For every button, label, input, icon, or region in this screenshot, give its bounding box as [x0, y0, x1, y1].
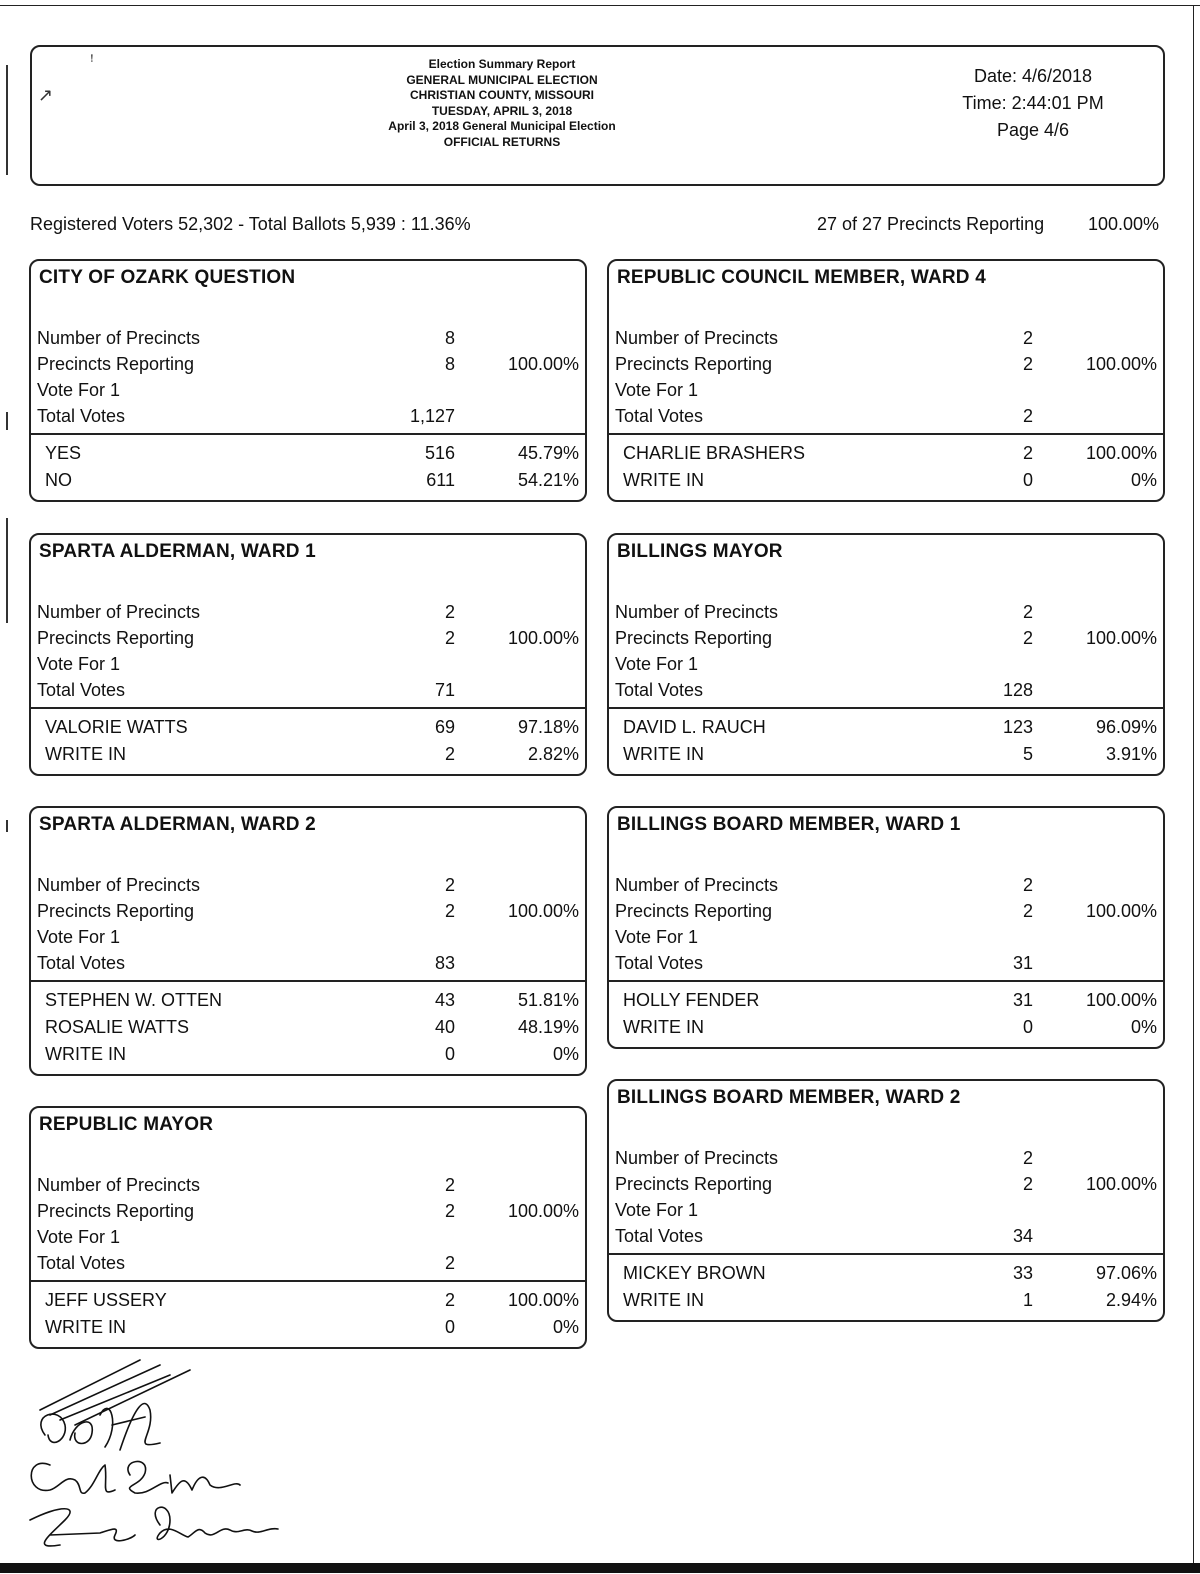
candidate-percent: 97.06%: [1095, 1263, 1157, 1283]
contest-billings-mayor: [607, 533, 1165, 776]
vote-for-row: [31, 651, 585, 677]
precinct-count: 8: [444, 328, 455, 348]
row-label: Vote For 1: [37, 654, 121, 674]
candidate-percent: 100.00%: [1085, 990, 1157, 1010]
candidate-percent: 48.19%: [517, 1017, 579, 1037]
number-of-precincts-row: [31, 1172, 585, 1198]
signatures: [20, 1355, 300, 1565]
contest-sparta-alderman-ward-1: [29, 533, 587, 776]
contest-title: REPUBLIC COUNCIL MEMBER, WARD 4: [617, 267, 986, 288]
row-label: Total Votes: [615, 680, 704, 700]
row-label: Precincts Reporting: [615, 628, 773, 648]
reporting-count: 2: [1022, 1174, 1033, 1194]
contest-title: BILLINGS MAYOR: [617, 541, 783, 562]
divider: [31, 707, 585, 709]
candidate-percent: 2.94%: [1105, 1290, 1157, 1310]
row-label: Vote For 1: [615, 654, 699, 674]
contest-republic-mayor: [29, 1106, 587, 1349]
row-label: Vote For 1: [37, 380, 121, 400]
precinct-count: 2: [444, 602, 455, 622]
total-votes-row: [31, 1250, 585, 1276]
divider: [609, 707, 1163, 709]
total-votes: 2: [444, 1253, 455, 1273]
row-label: Vote For 1: [37, 1227, 121, 1247]
total-votes: 2: [1022, 406, 1033, 426]
row-label: Number of Precincts: [37, 602, 201, 622]
contest-republic-council-member-ward-4: [607, 259, 1165, 502]
contest-title: SPARTA ALDERMAN, WARD 2: [39, 814, 316, 835]
margin-mark: [6, 412, 8, 430]
number-of-precincts-row: [31, 872, 585, 898]
candidate-name: ROSALIE WATTS: [45, 1017, 190, 1037]
page-number: Page 4/6: [996, 120, 1070, 140]
candidate-votes: 611: [426, 470, 455, 490]
candidate-row: [31, 741, 585, 768]
total-votes-row: [609, 950, 1163, 976]
row-label: Total Votes: [615, 1226, 704, 1246]
number-of-precincts-row: [609, 1145, 1163, 1171]
candidate-percent: 100.00%: [507, 1290, 579, 1310]
row-label: Vote For 1: [615, 927, 699, 947]
candidate-percent: 0%: [552, 1044, 579, 1064]
candidate-percent: 100.00%: [1085, 443, 1157, 463]
precincts-reporting-row: [609, 625, 1163, 651]
report-header: [30, 45, 1165, 186]
candidate-votes: 40: [434, 1017, 455, 1037]
vote-for-row: [609, 1197, 1163, 1223]
total-votes-row: [609, 403, 1163, 429]
report-date: Date: 4/6/2018: [973, 66, 1093, 86]
candidate-votes: 516: [424, 443, 455, 463]
number-of-precincts-row: [31, 599, 585, 625]
divider: [31, 980, 585, 982]
report-title-block: [332, 57, 672, 150]
precinct-count: 2: [1022, 328, 1033, 348]
report-meta: [913, 63, 1153, 144]
candidate-votes: 0: [1022, 470, 1033, 490]
candidate-list: [31, 440, 585, 500]
precincts-reporting-row: [609, 898, 1163, 924]
row-label: Precincts Reporting: [615, 354, 773, 374]
candidate-name: WRITE IN: [623, 1290, 704, 1310]
reporting-percent: 100.00%: [1085, 628, 1157, 648]
margin-mark: [6, 820, 8, 832]
margin-mark: [6, 65, 8, 175]
candidate-row: [609, 1014, 1163, 1041]
reporting-percent: 100.00%: [1085, 1174, 1157, 1194]
candidate-name: WRITE IN: [623, 1017, 704, 1037]
total-votes: 71: [434, 680, 455, 700]
reporting-percent: 100.00%: [507, 901, 579, 921]
candidate-name: WRITE IN: [45, 1044, 126, 1064]
reporting-count: 2: [1022, 901, 1033, 921]
divider: [609, 980, 1163, 982]
candidate-row: [609, 440, 1163, 467]
candidate-votes: 33: [1012, 1263, 1033, 1283]
row-label: Number of Precincts: [37, 1175, 201, 1195]
precinct-count: 2: [1022, 875, 1033, 895]
candidate-name: NO: [45, 470, 72, 490]
total-votes: 1,127: [409, 406, 455, 426]
vote-for-row: [31, 1224, 585, 1250]
candidate-row: [609, 467, 1163, 494]
candidate-votes: 1: [1022, 1290, 1033, 1310]
number-of-precincts-row: [609, 872, 1163, 898]
divider: [609, 1253, 1163, 1255]
divider: [31, 1280, 585, 1282]
precincts-reporting-row: [31, 351, 585, 377]
reporting-percent: 100.00%: [507, 354, 579, 374]
candidate-name: YES: [45, 443, 82, 463]
precincts-reporting-row: [31, 1198, 585, 1224]
contest-title: CITY OF OZARK QUESTION: [39, 267, 296, 288]
precinct-count: 2: [444, 1175, 455, 1195]
candidate-name: WRITE IN: [45, 744, 126, 764]
contest-title: BILLINGS BOARD MEMBER, WARD 2: [617, 1087, 961, 1108]
candidate-percent: 45.79%: [517, 443, 579, 463]
row-label: Vote For 1: [37, 927, 121, 947]
candidate-percent: 0%: [1130, 1017, 1157, 1037]
vote-for-row: [31, 924, 585, 950]
reporting-percent: 100.00%: [1085, 901, 1157, 921]
reporting-percent: 100.00%: [507, 628, 579, 648]
precincts-reporting-row: [609, 1171, 1163, 1197]
candidate-name: DAVID L. RAUCH: [623, 717, 766, 737]
contest-city-of-ozark-question: [29, 259, 587, 502]
candidate-row: [609, 987, 1163, 1014]
row-label: Precincts Reporting: [615, 901, 773, 921]
candidate-percent: 0%: [1130, 470, 1157, 490]
candidate-votes: 2: [444, 1290, 455, 1310]
row-label: Number of Precincts: [615, 875, 779, 895]
number-of-precincts-row: [609, 325, 1163, 351]
candidate-list: [31, 987, 585, 1074]
row-label: Total Votes: [37, 1253, 126, 1273]
candidate-votes: 43: [434, 990, 455, 1010]
contest-title: BILLINGS BOARD MEMBER, WARD 1: [617, 814, 961, 835]
candidate-votes: 69: [434, 717, 455, 737]
row-label: Precincts Reporting: [37, 628, 195, 648]
row-label: Number of Precincts: [615, 328, 779, 348]
candidate-votes: 31: [1012, 990, 1033, 1010]
candidate-votes: 2: [444, 744, 455, 764]
candidate-votes: 0: [444, 1317, 455, 1337]
candidate-row: [31, 1041, 585, 1068]
candidate-percent: 96.09%: [1095, 717, 1157, 737]
candidate-list: [609, 714, 1163, 774]
candidate-name: WRITE IN: [623, 744, 704, 764]
divider: [31, 433, 585, 435]
precinct-count: 2: [444, 875, 455, 895]
candidate-name: JEFF USSERY: [45, 1290, 167, 1310]
row-label: Total Votes: [37, 953, 126, 973]
total-votes: 31: [1012, 953, 1033, 973]
returns-status: OFFICIAL RETURNS: [443, 134, 561, 149]
page-top-border: [0, 5, 1200, 6]
row-label: Number of Precincts: [615, 1148, 779, 1168]
candidate-row: [31, 1014, 585, 1041]
candidate-row: [31, 440, 585, 467]
contest-title: REPUBLIC MAYOR: [39, 1114, 214, 1135]
candidate-list: [609, 1260, 1163, 1320]
row-label: Number of Precincts: [37, 328, 201, 348]
reporting-count: 2: [444, 901, 455, 921]
margin-mark: [6, 518, 8, 623]
vote-for-row: [609, 924, 1163, 950]
number-of-precincts-row: [609, 599, 1163, 625]
candidate-list: [31, 714, 585, 774]
row-label: Precincts Reporting: [37, 354, 195, 374]
candidate-votes: 2: [1022, 443, 1033, 463]
total-votes-row: [609, 677, 1163, 703]
election-description: April 3, 2018 General Municipal Election: [388, 119, 616, 133]
row-label: Total Votes: [615, 406, 704, 426]
candidate-row: [609, 714, 1163, 741]
precincts-reporting-row: [31, 898, 585, 924]
handwritten-signatures: [20, 1355, 300, 1565]
report-time: Time: 2:44:01 PM: [962, 93, 1104, 113]
divider: [609, 433, 1163, 435]
vote-for-row: [31, 377, 585, 403]
candidate-votes: 0: [1022, 1017, 1033, 1037]
candidate-votes: 5: [1022, 744, 1033, 764]
row-label: Precincts Reporting: [37, 901, 195, 921]
scan-speck: ↗: [38, 85, 54, 105]
report-title: Election Summary Report: [428, 57, 576, 71]
reporting-count: 2: [444, 628, 455, 648]
vote-for-row: [609, 651, 1163, 677]
contest-title: SPARTA ALDERMAN, WARD 1: [39, 541, 316, 562]
candidate-name: VALORIE WATTS: [45, 717, 188, 737]
reporting-count: 2: [1022, 354, 1033, 374]
candidate-percent: 0%: [552, 1317, 579, 1337]
total-votes-row: [31, 950, 585, 976]
candidate-name: HOLLY FENDER: [623, 990, 760, 1010]
row-label: Total Votes: [615, 953, 704, 973]
candidate-percent: 54.21%: [517, 470, 579, 490]
reporting-count: 2: [1022, 628, 1033, 648]
candidate-row: [31, 987, 585, 1014]
vote-for-row: [609, 377, 1163, 403]
candidate-percent: 3.91%: [1105, 744, 1157, 764]
total-votes: 128: [1002, 680, 1033, 700]
county-name: CHRISTIAN COUNTY, MISSOURI: [409, 88, 594, 102]
page-right-border: [1193, 5, 1194, 1565]
candidate-percent: 51.81%: [517, 990, 579, 1010]
precinct-count: 2: [1022, 602, 1033, 622]
total-votes-row: [31, 403, 585, 429]
candidate-name: WRITE IN: [45, 1317, 126, 1337]
total-votes-row: [609, 1223, 1163, 1249]
candidate-row: [31, 467, 585, 494]
reporting-count: 2: [444, 1201, 455, 1221]
number-of-precincts-row: [31, 325, 585, 351]
candidate-row: [609, 1260, 1163, 1287]
row-label: Total Votes: [37, 680, 126, 700]
scan-speck: ꜝ: [90, 55, 94, 71]
precincts-reporting-row: [31, 625, 585, 651]
candidate-list: [609, 987, 1163, 1047]
precinct-count: 2: [1022, 1148, 1033, 1168]
reporting-percent: 100.00%: [1085, 354, 1157, 374]
candidate-name: CHARLIE BRASHERS: [623, 443, 806, 463]
total-votes: 83: [434, 953, 455, 973]
precincts-reporting-row: [609, 351, 1163, 377]
candidate-row: [31, 714, 585, 741]
row-label: Precincts Reporting: [37, 1201, 195, 1221]
precincts-reporting-summary: 27 of 27 Precincts Reporting: [817, 214, 1045, 234]
candidate-row: [31, 1314, 585, 1341]
candidate-row: [609, 1287, 1163, 1314]
candidate-row: [31, 1287, 585, 1314]
registered-voters-summary: Registered Voters 52,302 - Total Ballots 5,939 : 11.36%: [30, 214, 471, 234]
candidate-percent: 97.18%: [517, 717, 579, 737]
candidate-name: WRITE IN: [623, 470, 704, 490]
row-label: Vote For 1: [615, 1200, 699, 1220]
total-votes: 34: [1012, 1226, 1033, 1246]
candidate-list: [31, 1287, 585, 1347]
candidate-list: [609, 440, 1163, 500]
candidate-name: MICKEY BROWN: [623, 1263, 766, 1283]
total-votes-row: [31, 677, 585, 703]
precincts-reporting-percent: 100.00%: [1088, 214, 1160, 234]
candidate-name: STEPHEN W. OTTEN: [45, 990, 223, 1010]
row-label: Total Votes: [37, 406, 126, 426]
candidate-votes: 123: [1002, 717, 1033, 737]
row-label: Number of Precincts: [37, 875, 201, 895]
reporting-count: 8: [444, 354, 455, 374]
contest-sparta-alderman-ward-2: [29, 806, 587, 1076]
row-label: Vote For 1: [615, 380, 699, 400]
election-name: GENERAL MUNICIPAL ELECTION: [406, 72, 598, 87]
row-label: Number of Precincts: [615, 602, 779, 622]
candidate-row: [609, 741, 1163, 768]
row-label: Precincts Reporting: [615, 1174, 773, 1194]
election-date: TUESDAY, APRIL 3, 2018: [431, 103, 573, 118]
candidate-percent: 2.82%: [527, 744, 579, 764]
candidate-votes: 0: [444, 1044, 455, 1064]
contest-billings-board-member-ward-2: [607, 1079, 1165, 1322]
contest-billings-board-member-ward-1: [607, 806, 1165, 1049]
reporting-percent: 100.00%: [507, 1201, 579, 1221]
